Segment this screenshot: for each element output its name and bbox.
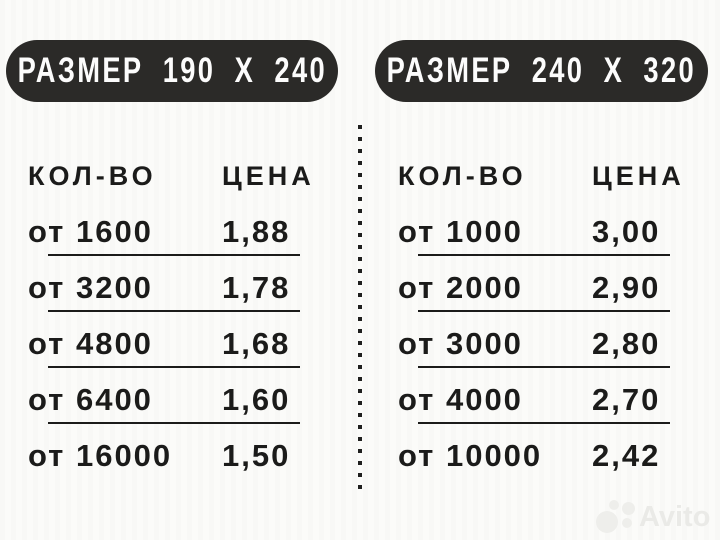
size-header-left <box>6 40 338 102</box>
price-column-header: ЦЕНА <box>592 161 685 191</box>
table-header-row <box>28 155 330 207</box>
dotted-divider <box>358 125 362 489</box>
price-value: 1,50 <box>222 438 291 473</box>
quantity-value: от 6400 <box>28 382 153 417</box>
quantity-column-header: КОЛ-ВО <box>28 161 157 191</box>
avito-logo-icon <box>596 500 636 534</box>
avito-watermark <box>596 500 710 534</box>
row-divider <box>48 366 300 368</box>
table-header-row <box>398 155 700 207</box>
price-column-header: ЦЕНА <box>222 161 315 191</box>
row-divider <box>48 254 300 256</box>
row-divider <box>418 310 670 312</box>
quantity-column-header: КОЛ-ВО <box>398 161 527 191</box>
table-row <box>28 319 330 375</box>
quantity-value: от 2000 <box>398 270 523 305</box>
table-row <box>28 263 330 319</box>
table-row <box>398 431 700 487</box>
row-divider <box>48 422 300 424</box>
size-header-left-label: РАЗМЕР 190 X 240 <box>17 51 327 90</box>
price-value: 2,42 <box>592 438 661 473</box>
price-value: 2,70 <box>592 382 661 417</box>
quantity-value: от 3000 <box>398 326 523 361</box>
quantity-value: от 10000 <box>398 438 543 473</box>
price-value: 2,80 <box>592 326 661 361</box>
avito-watermark-text: Avito <box>639 500 711 533</box>
table-row <box>398 375 700 431</box>
price-value: 2,90 <box>592 270 661 305</box>
row-divider <box>418 254 670 256</box>
quantity-value: от 1000 <box>398 214 523 249</box>
table-row <box>398 263 700 319</box>
row-divider <box>418 422 670 424</box>
row-divider <box>48 310 300 312</box>
size-header-right <box>375 40 708 102</box>
quantity-value: от 1600 <box>28 214 153 249</box>
table-row <box>28 431 330 487</box>
row-divider <box>418 366 670 368</box>
table-row <box>398 207 700 263</box>
size-header-right-label: РАЗМЕР 240 X 320 <box>386 51 697 90</box>
quantity-value: от 4800 <box>28 326 153 361</box>
table-row <box>398 319 700 375</box>
price-value: 1,88 <box>222 214 291 249</box>
price-value: 1,60 <box>222 382 291 417</box>
quantity-value: от 3200 <box>28 270 153 305</box>
price-value: 3,00 <box>592 214 661 249</box>
price-table-right <box>398 155 700 487</box>
table-row <box>28 375 330 431</box>
price-value: 1,78 <box>222 270 291 305</box>
table-row <box>28 207 330 263</box>
quantity-value: от 16000 <box>28 438 173 473</box>
quantity-value: от 4000 <box>398 382 523 417</box>
price-table-left <box>28 155 330 487</box>
price-value: 1,68 <box>222 326 291 361</box>
